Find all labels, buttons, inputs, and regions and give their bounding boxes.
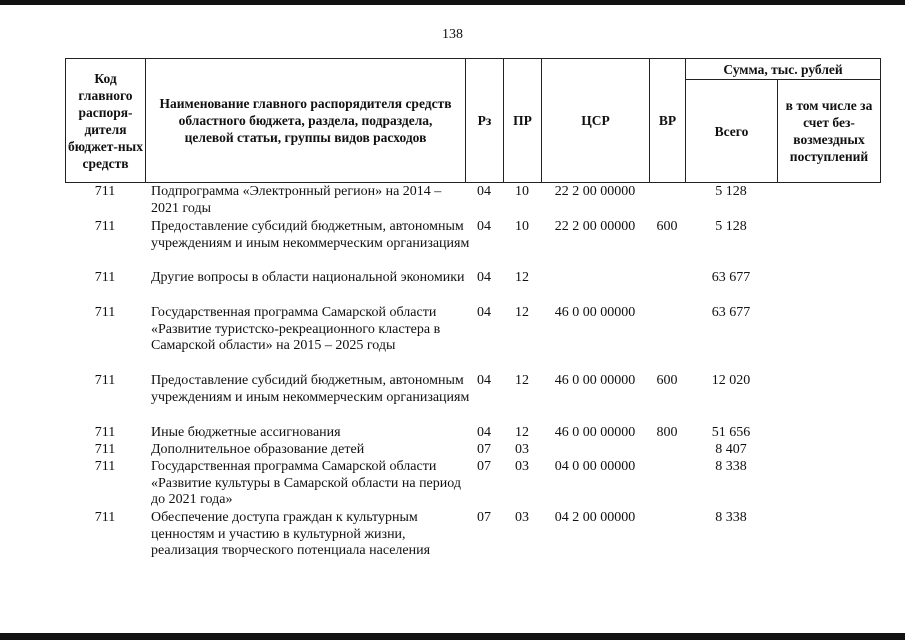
cell-csr: 04 0 00 00000 — [554, 459, 636, 474]
cell-total: 12 020 — [711, 373, 751, 388]
cell-code: 711 — [94, 510, 116, 525]
cell-csr: 22 2 00 00000 — [554, 219, 636, 234]
cell-pr: 10 — [515, 184, 529, 199]
cell-name: Государственная программа Самарской области «Развитие культуры в Самарской области на период до 2021 года» — [151, 459, 461, 507]
header-pr: ПР — [504, 59, 542, 182]
cell-rz: 04 — [477, 425, 491, 440]
header-name: Наименование главного распорядителя средств областного бюджета, раздела, подраздела, целевой статьи, группы видов расходов — [146, 59, 466, 182]
cell-rz: 04 — [477, 305, 491, 320]
cell-code: 711 — [94, 184, 116, 199]
cell-code: 711 — [94, 373, 116, 388]
cell-pr: 12 — [515, 305, 529, 320]
cell-vr: 600 — [656, 219, 678, 234]
cell-name: Предоставление субсидий бюджетным, автономным учреждениям и иным некоммерческим организациям — [151, 219, 470, 251]
cell-rz: 07 — [477, 442, 491, 457]
cell-name: Иные бюджетные ассигнования — [151, 425, 341, 440]
bottom-border — [0, 633, 905, 640]
cell-csr: 46 0 00 00000 — [554, 373, 636, 388]
cell-total: 51 656 — [711, 425, 751, 440]
cell-code: 711 — [94, 425, 116, 440]
cell-code: 711 — [94, 270, 116, 285]
cell-csr: 22 2 00 00000 — [554, 184, 636, 199]
cell-rz: 04 — [477, 219, 491, 234]
cell-pr: 03 — [515, 442, 529, 457]
cell-code: 711 — [94, 305, 116, 320]
cell-pr: 12 — [515, 270, 529, 285]
top-border — [0, 0, 905, 5]
cell-name: Подпрограмма «Электронный регион» на 2014 – 2021 годы — [151, 184, 442, 216]
header-csr: ЦСР — [542, 59, 650, 182]
cell-total: 5 128 — [715, 219, 747, 234]
header-rz: Рз — [466, 59, 504, 182]
header-vr: ВР — [650, 59, 686, 182]
page-number: 138 — [442, 27, 463, 42]
cell-total: 5 128 — [715, 184, 747, 199]
cell-total: 63 677 — [711, 270, 751, 285]
cell-rz: 07 — [477, 510, 491, 525]
cell-name: Другие вопросы в области национальной экономики — [151, 270, 465, 285]
cell-name: Предоставление субсидий бюджетным, автономным учреждениям и иным некоммерческим организациям — [151, 373, 470, 405]
cell-rz: 04 — [477, 373, 491, 388]
cell-vr: 800 — [656, 425, 678, 440]
cell-pr: 10 — [515, 219, 529, 234]
cell-csr: 04 2 00 00000 — [554, 510, 636, 525]
cell-total: 8 338 — [715, 510, 747, 525]
cell-code: 711 — [94, 459, 116, 474]
cell-csr: 46 0 00 00000 — [554, 425, 636, 440]
cell-pr: 03 — [515, 459, 529, 474]
cell-rz: 07 — [477, 459, 491, 474]
cell-csr: 46 0 00 00000 — [554, 305, 636, 320]
cell-vr: 600 — [656, 373, 678, 388]
cell-total: 63 677 — [711, 305, 751, 320]
cell-name: Дополнительное образование детей — [151, 442, 365, 457]
cell-rz: 04 — [477, 184, 491, 199]
cell-total: 8 338 — [715, 459, 747, 474]
header-total: Всего — [686, 80, 778, 182]
cell-code: 711 — [94, 442, 116, 457]
cell-pr: 12 — [515, 425, 529, 440]
table-header — [65, 58, 881, 183]
header-sum: Сумма, тыс. рублей — [723, 62, 843, 77]
cell-pr: 12 — [515, 373, 529, 388]
cell-rz: 04 — [477, 270, 491, 285]
header-code: Код главного распоря-дителя бюджет-ных средств — [66, 59, 146, 182]
cell-pr: 03 — [515, 510, 529, 525]
header-grant: в том числе за счет без-возмездных поступлений — [785, 98, 873, 164]
cell-name: Государственная программа Самарской области «Развитие туристско-рекреационного кластера в Самарской области» на 2015 – 2025 годы — [151, 305, 441, 353]
cell-code: 711 — [94, 219, 116, 234]
cell-total: 8 407 — [715, 442, 747, 457]
cell-name: Обеспечение доступа граждан к культурным ценностям и участию в культурной жизни, реализация творческого потенциала населения — [151, 510, 431, 558]
